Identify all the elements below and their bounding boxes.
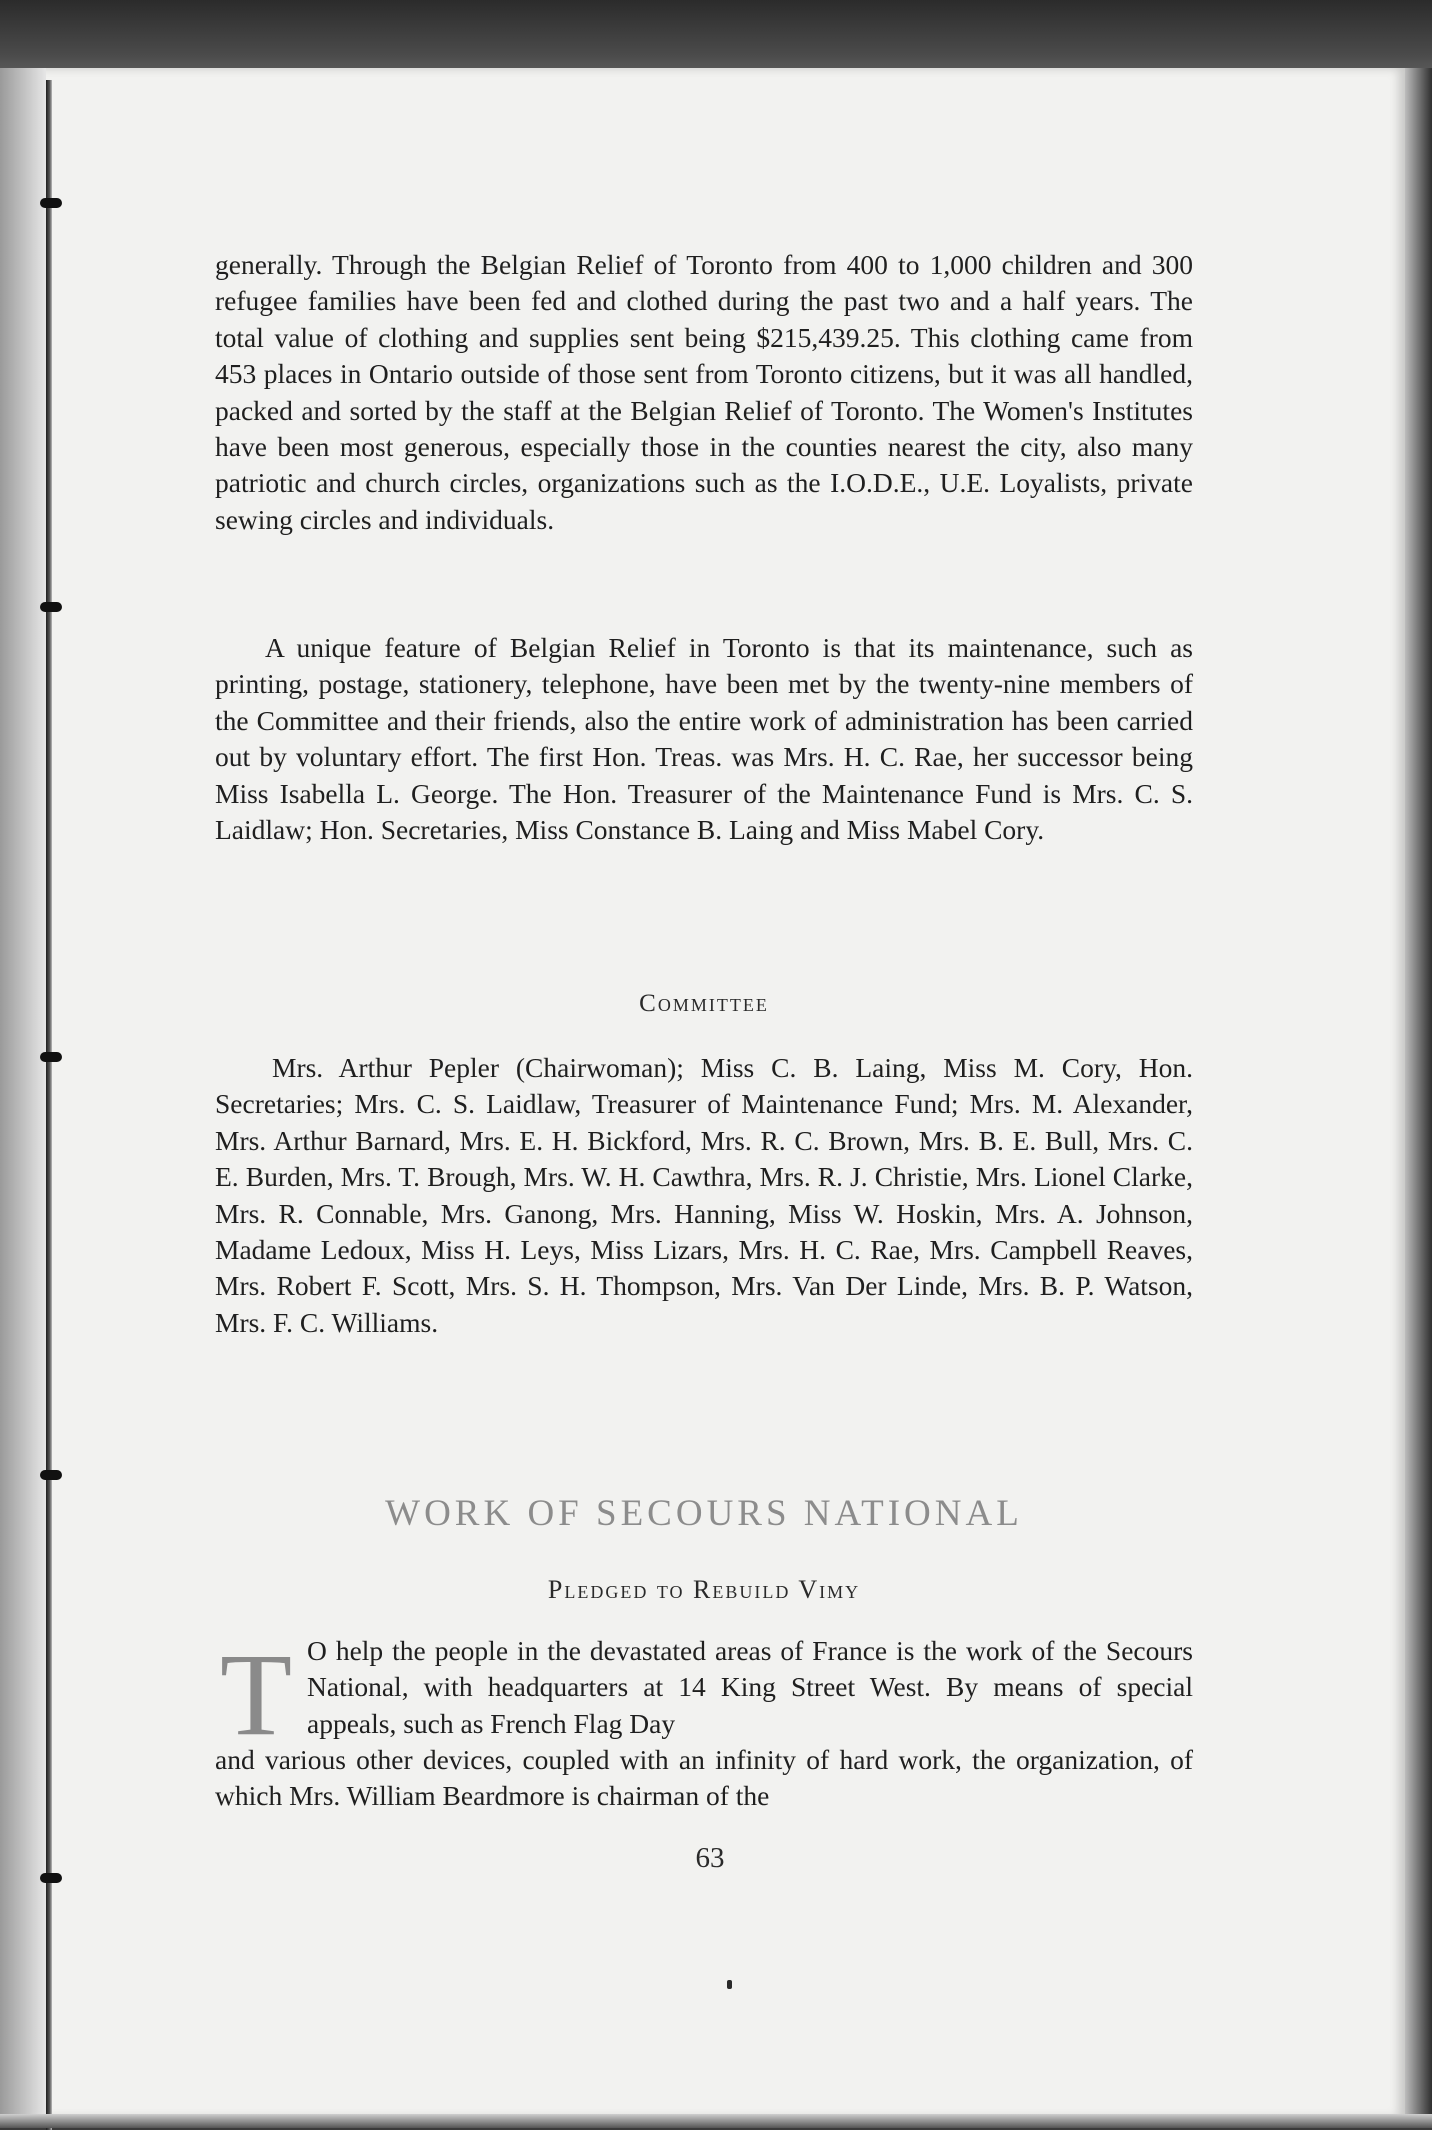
- committee-list: Mrs. Arthur Pepler (Chairwoman); Miss C. B. Laing, Miss M. Cory, Hon. Secretaries; Mrs. C. S. Laidlaw, Treasurer of Maintenance Fund; Mrs. M. Alexander, Mrs. Arthur Barnard, Mrs. E. H. Bickford, Mrs. R. C. Brown, Mrs. B. E. Bull, Mrs. C. E. Burden, Mrs. T. Brough, Mrs. W. H. Cawthra, Mrs. R. J. Christie, Mrs. Lionel Clarke, Mrs. R. Connable, Mrs. Ganong, Mrs. Hanning, Miss W. Hoskin, Mrs. A. Johnson, Madame Ledoux, Miss H. Leys, Miss Lizars, Mrs. H. C. Rae, Mrs. Campbell Reaves, Mrs. Robert F. Scott, Mrs. S. H. Thompson, Mrs. Van Der Linde, Mrs. B. P. Watson, Mrs. F. C. Williams.: [215, 1052, 1193, 1338]
- subheading-pledged: Pledged to Rebuild Vimy: [547, 1575, 861, 1604]
- binding-stitch: [40, 1470, 62, 1480]
- page-number: 63: [695, 1842, 725, 1874]
- binding-stitch: [40, 1052, 62, 1062]
- page-edge-shadow: [1405, 68, 1432, 2128]
- binding-spine: [46, 80, 52, 2130]
- drop-cap: T: [220, 1629, 293, 1760]
- paragraph-secours-indented: O help the people in the devastated areas of France is the work of the Secours National, with headquarters at 14 King Street West. By means of special appeals, such as French Flag Day: [307, 1635, 1193, 1739]
- section-title: WORK OF SECOURS NATIONAL: [385, 1493, 1023, 1534]
- paragraph-secours-continued: and various other devices, coupled with an infinity of hard work, the organization, of which Mrs. William Beardmore is chairman of the: [215, 1744, 1193, 1812]
- binding-stitch: [40, 198, 62, 208]
- ink-speck: [727, 1980, 732, 1989]
- committee-heading: Committee: [639, 990, 769, 1017]
- spine-edge: [0, 68, 46, 2128]
- page-bottom-shadow: [0, 2114, 1432, 2128]
- binding-stitch: [40, 602, 62, 612]
- paragraph-belgian-relief: generally. Through the Belgian Relief of Toronto from 400 to 1,000 children and 300 refugee families have been fed and clothed during the past two and a half years. The total value of clothing and supplies sent being $215,439.25. This clothing came from 453 places in Ontario outside of those sent from Toronto citizens, but it was all handled, packed and sorted by the staff at the Belgian Relief of Toronto. The Women's Institutes have been most generous, especially those in the counties nearest the city, also many patriotic and church circles, organizations such as the I.O.D.E., U.E. Loyalists, private sewing circles and individuals.: [215, 249, 1193, 535]
- binding-stitch: [40, 1873, 62, 1883]
- paragraph-maintenance: A unique feature of Belgian Relief in Toronto is that its maintenance, such as printing, postage, stationery, telephone, have been met by the twenty-nine members of the Committee and their friends, also the entire work of administration has been carried out by voluntary effort. The first Hon. Treas. was Mrs. H. C. Rae, her successor being Miss Isabella L. George. The Hon. Treasurer of the Maintenance Fund is Mrs. C. S. Laidlaw; Hon. Secretaries, Miss Constance B. Laing and Miss Mabel Cory.: [215, 632, 1193, 846]
